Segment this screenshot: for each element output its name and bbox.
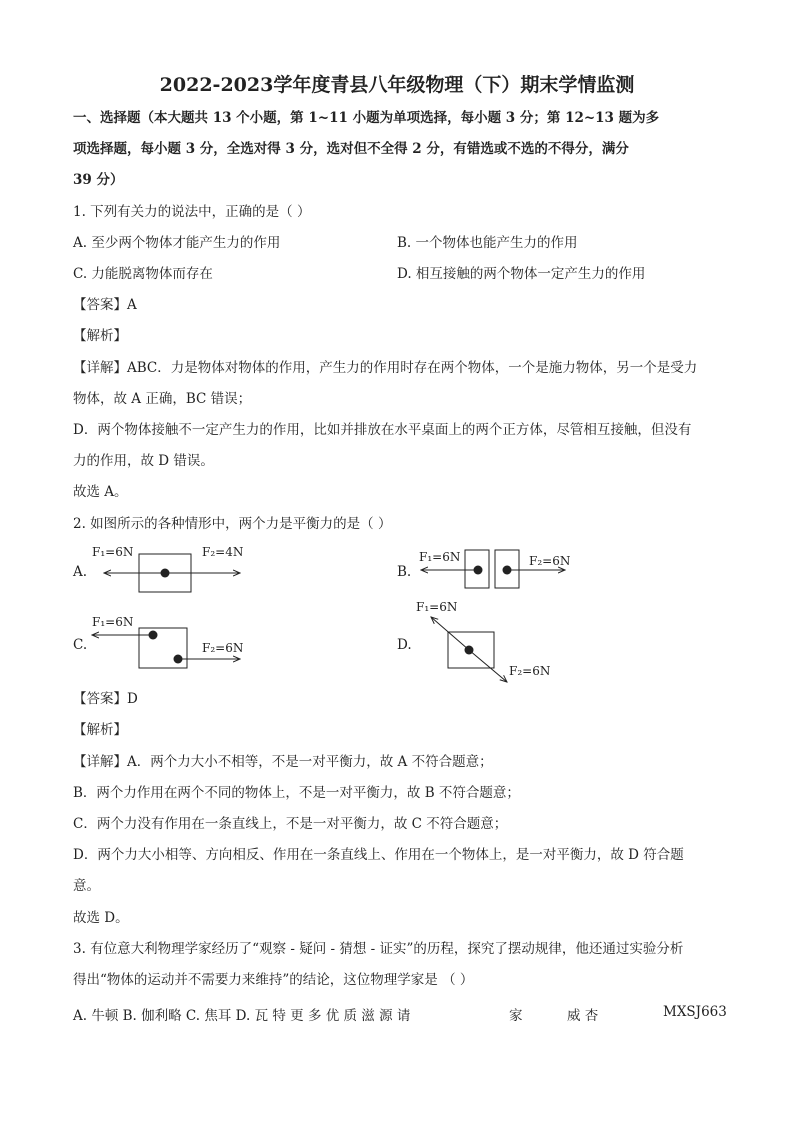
q2-conclusion: 故选 D。 xyxy=(73,910,129,926)
q2-detail-3: C．两个力没有作用在一条直线上，不是一对平衡力，故 C 不符合题意； xyxy=(73,816,508,832)
q1-option-b: B. 一个物体也能产生力的作用 xyxy=(397,235,578,251)
action-point-upper xyxy=(149,631,158,640)
q2-detail-1 xyxy=(73,753,493,771)
action-point xyxy=(465,646,474,655)
q3-options: A. 牛顿 B. 伽利略 C. 焦耳 D. 瓦 特 更 多 优 质 滋 源 请 xyxy=(73,1008,411,1024)
detail-text: A．两个力大小不相等，不是一对平衡力，故 A 不符合题意； xyxy=(127,754,493,770)
q3-stem-2: 得出“物体的运动并不需要力来维持”的结论，这位物理学家是 （ ） xyxy=(73,972,474,988)
force-f2-label: F₂=6N xyxy=(509,664,551,678)
footer-code: MXSJ663 xyxy=(663,1004,727,1020)
force-f1-label: F₁=6N xyxy=(92,545,134,559)
q2-figure-c xyxy=(88,612,258,674)
detail-tag: 【详解】 xyxy=(73,754,127,770)
q1-conclusion: 故选 A。 xyxy=(73,484,128,500)
q1-stem: 1. 下列有关力的说法中，正确的是（ ） xyxy=(73,204,311,220)
force-f2-label: F₂=4N xyxy=(202,545,244,559)
q2-detail-5: 意。 xyxy=(73,878,100,894)
action-point-right xyxy=(503,566,512,575)
q2-detail-2: B．两个力作用在两个不同的物体上，不是一对平衡力，故 B 不符合题意； xyxy=(73,785,520,801)
q1-option-a: A. 至少两个物体才能产生力的作用 xyxy=(73,235,281,251)
q2-label-b: B. xyxy=(397,564,412,580)
detail-tag: 【详解】 xyxy=(73,360,127,376)
force-f1-label: F₁=6N xyxy=(92,615,134,629)
q1-detail-2: 物体，故 A 正确，BC 错误； xyxy=(73,391,252,407)
q3-stem-1: 3. 有位意大利物理学家经历了“观察 - 疑问 - 猜想 - 证实”的历程，探究了摆动规律，他还通过实验分析 xyxy=(73,941,684,957)
q2-figure-d xyxy=(413,598,583,684)
footer-text-1: 家 xyxy=(509,1008,523,1024)
q2-label-c: C. xyxy=(73,637,88,653)
answer-tag: 【答案】 xyxy=(73,297,127,313)
force-f2-arrow xyxy=(469,650,507,682)
q2-stem: 2. 如图所示的各种情形中，两个力是平衡力的是（ ） xyxy=(73,516,392,532)
q2-detail-4: D．两个力大小相等、方向相反、作用在一条直线上、作用在一个物体上，是一对平衡力，故 D 符合题 xyxy=(73,847,684,863)
q2-figure-a xyxy=(88,544,258,594)
section-heading-line-3: 39 分） xyxy=(73,172,124,188)
page-title: 2022-2023学年度青县八年级物理（下）期末学情监测 xyxy=(159,74,635,96)
force-f1-arrow xyxy=(431,617,469,650)
section-heading-line-1: 一、选择题（本大题共 13 个小题，第 1~11 小题为单项选择，每小题 3 分；第 12~13 题为多 xyxy=(73,110,660,126)
answer-tag: 【答案】 xyxy=(73,691,127,707)
force-f2-label: F₂=6N xyxy=(529,554,571,568)
footer-text-2: 威 杏 xyxy=(567,1008,599,1024)
action-point xyxy=(161,569,170,578)
q1-detail-3: D．两个物体接触不一定产生力的作用，比如并排放在水平桌面上的两个正方体，尽管相互接触，但没有 xyxy=(73,422,692,438)
q2-answer xyxy=(73,690,138,708)
q1-detail-1 xyxy=(73,359,697,377)
q1-detail-4: 力的作用，故 D 错误。 xyxy=(73,453,214,469)
q1-option-d: D. 相互接触的两个物体一定产生力的作用 xyxy=(397,266,646,282)
answer-value: A xyxy=(127,297,137,313)
detail-text: ABC．力是物体对物体的作用，产生力的作用时存在两个物体，一个是施力物体，另一个是受力 xyxy=(127,360,698,376)
action-point-left xyxy=(474,566,483,575)
action-point-lower xyxy=(174,655,183,664)
force-f1-label: F₁=6N xyxy=(416,600,458,614)
section-heading-line-2: 项选择题，每小题 3 分，全选对得 3 分，选对但不全得 2 分，有错选或不选的不得分，满分 xyxy=(73,141,629,157)
force-f2-label: F₂=6N xyxy=(202,641,244,655)
q1-answer xyxy=(73,296,137,314)
q2-label-a: A. xyxy=(73,564,88,580)
answer-value: D xyxy=(127,691,138,707)
q1-option-c: C. 力能脱离物体而存在 xyxy=(73,266,213,282)
q2-analysis-tag: 【解析】 xyxy=(73,722,127,738)
force-f1-label: F₁=6N xyxy=(419,550,461,564)
q1-analysis-tag: 【解析】 xyxy=(73,328,127,344)
q2-figure-b xyxy=(413,544,583,592)
q2-label-d: D. xyxy=(397,637,412,653)
